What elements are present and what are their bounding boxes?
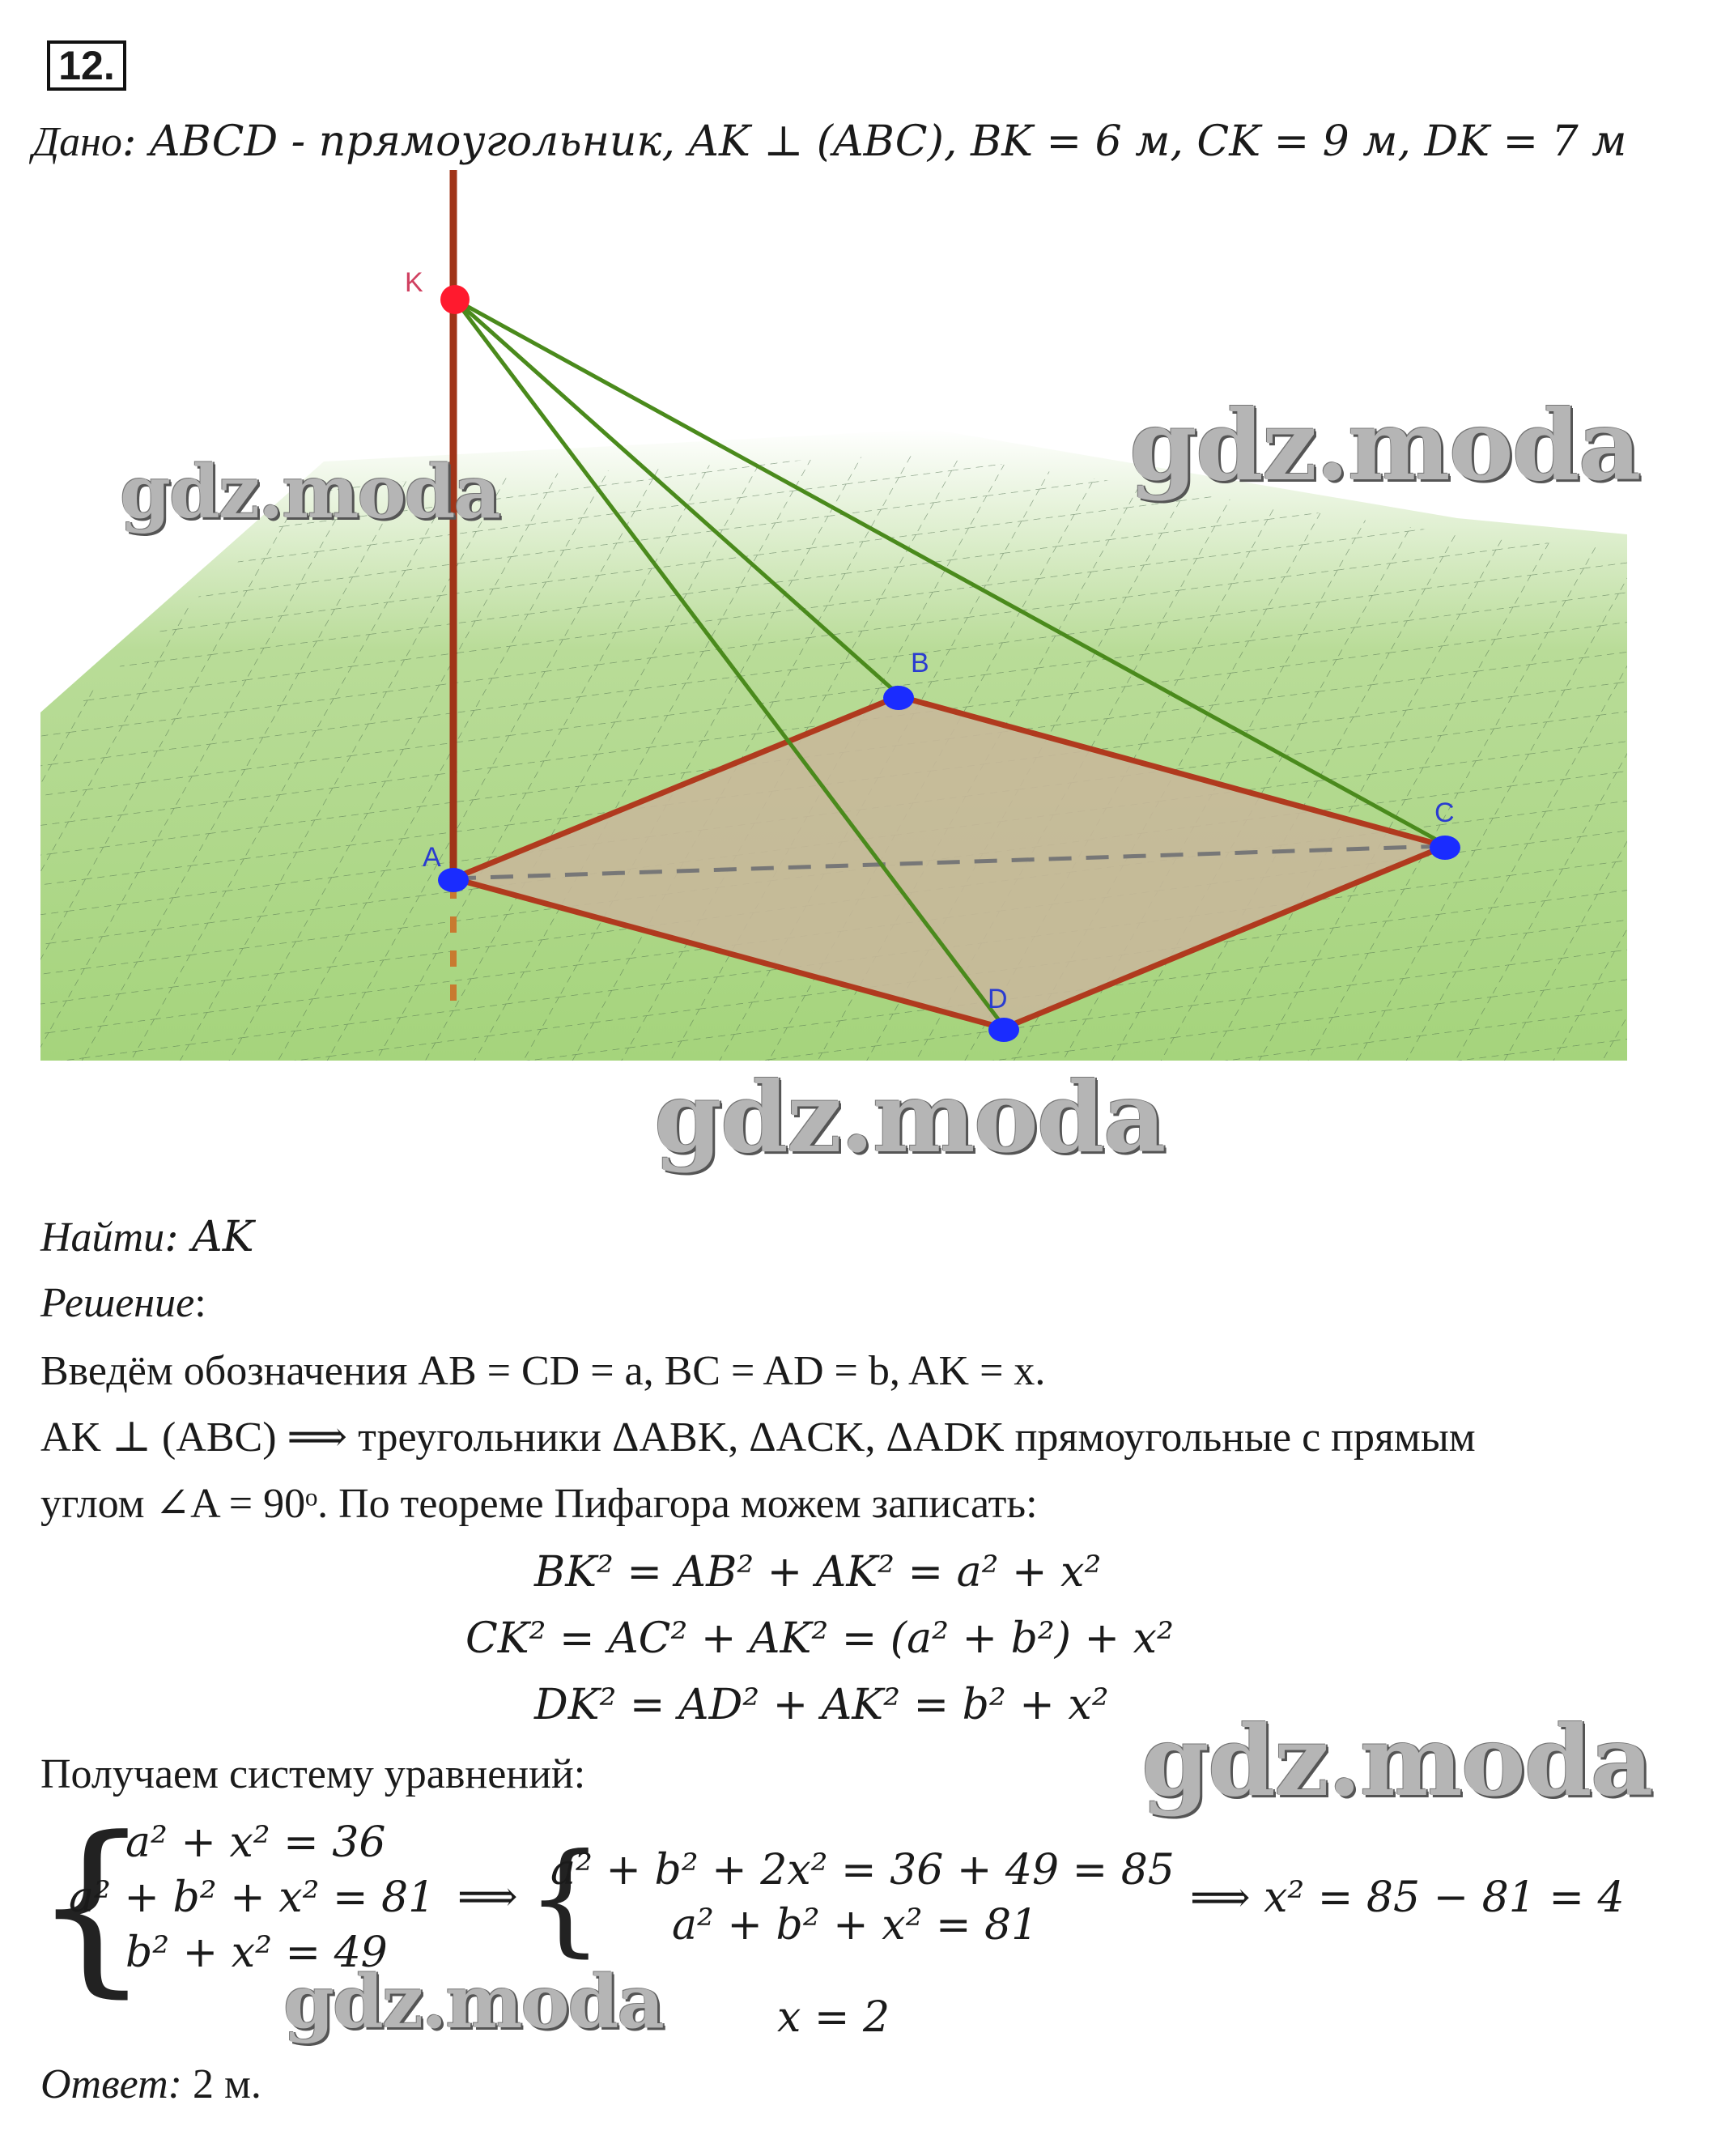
given-label: Дано: [32, 119, 122, 165]
watermark-3: gdz.moda: [654, 1061, 1165, 1175]
system-label: Получаем систему уравнений:: [40, 1751, 586, 1797]
system2-eq-1: a² + b² + 2x² = 36 + 49 = 85: [550, 1846, 1175, 1894]
label-c: C: [1434, 797, 1455, 828]
label-a: A: [423, 842, 441, 873]
point-c: [1430, 836, 1460, 860]
label-k: K: [405, 267, 423, 298]
answer-line: [40, 2060, 261, 2109]
equation-3: DK² = AD² + AK² = b² + x²: [534, 1681, 1109, 1729]
find-text: : AK: [164, 1213, 254, 1261]
system-eq-2: a² + b² + x² = 81: [69, 1873, 436, 1922]
given-line: [32, 117, 1626, 167]
solution-heading: [40, 1279, 206, 1328]
system-eq-1: a² + x² = 36: [125, 1818, 386, 1867]
pyramid-figure: [40, 170, 1643, 1069]
problem-number: 12.: [47, 40, 126, 91]
answer-text: 2 м.: [181, 2061, 261, 2107]
brace-left: {: [32, 1798, 151, 2014]
point-b: [883, 686, 914, 710]
watermark-4: gdz.moda: [1141, 1704, 1652, 1818]
point-a: [438, 868, 469, 892]
solution-label: Решение: [40, 1280, 195, 1326]
label-b: B: [911, 648, 929, 678]
arrow-1: ⟹: [457, 1874, 518, 1920]
answer-label: Ответ:: [40, 2061, 182, 2107]
system-result: ⟹ x² = 85 − 81 = 4: [1190, 1873, 1625, 1922]
result-x: x = 2: [777, 1993, 890, 2042]
text-line-3: углом ∠A = 90ᵒ. По теореме Пифагора можем записать:: [40, 1481, 1038, 1527]
solution-colon: :: [194, 1280, 206, 1326]
text-line-1: Введём обозначения AB = CD = a, BC = AD = b, AK = x.: [40, 1348, 1046, 1394]
find-label: Найти: [40, 1214, 165, 1261]
equation-2: CK² = AC² + AK² = (a² + b²) + x²: [465, 1614, 1174, 1663]
system2-eq-2: a² + b² + x² = 81: [672, 1901, 1039, 1950]
given-text: : ABCD - прямоугольник, AK ⊥ (ABC), BK = 6 м, CK = 9 м, DK = 7 м: [121, 117, 1627, 166]
label-d: D: [988, 984, 1008, 1014]
equation-1: BK² = AB² + AK² = a² + x²: [534, 1548, 1102, 1597]
find-line: [40, 1213, 254, 1262]
watermark-5: gdz.moda: [283, 1959, 663, 2045]
system-eq-3: b² + x² = 49: [125, 1928, 388, 1977]
point-k: [440, 285, 470, 314]
point-d: [988, 1018, 1019, 1042]
watermark-1: gdz.moda: [120, 449, 499, 535]
text-line-2: AK ⊥ (ABC) ⟹ треугольники ΔABK, ΔACK, ΔADK прямоугольные с прямым: [40, 1414, 1476, 1461]
watermark-2: gdz.moda: [1129, 389, 1640, 503]
brace-right: {: [526, 1828, 604, 1969]
